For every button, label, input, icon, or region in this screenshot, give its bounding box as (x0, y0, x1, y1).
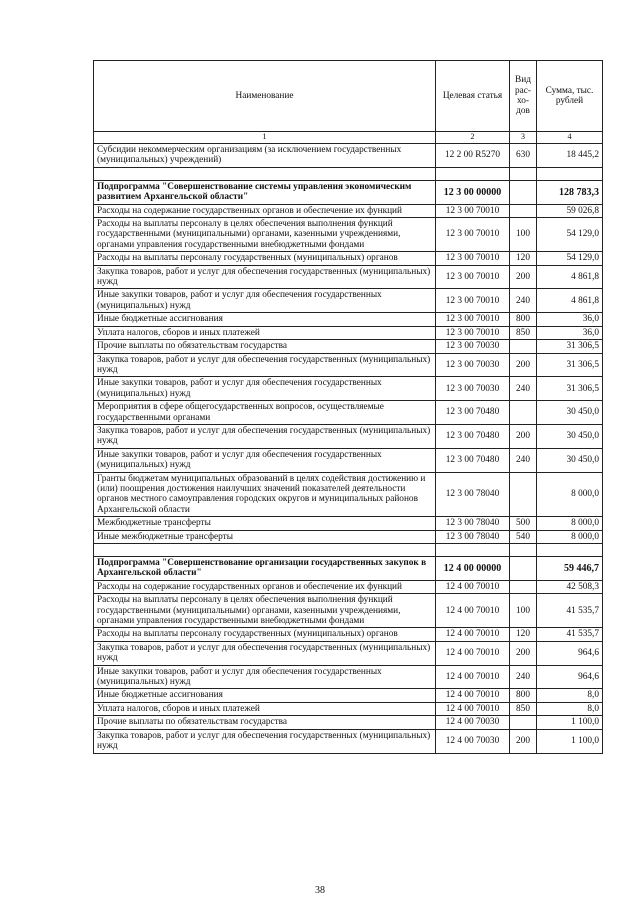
cell-expense-type: 850 (510, 702, 537, 715)
cell-sum: 8,0 (537, 702, 603, 715)
cell-expense-type: 120 (510, 628, 537, 641)
cell-name: Прочие выплаты по обязательствам государства (94, 340, 436, 353)
cell-target-article: 12 3 00 70010 (436, 289, 510, 313)
cell-expense-type: 800 (510, 689, 537, 702)
cell-expense-type: 100 (510, 218, 537, 252)
table-header-row (94, 61, 603, 132)
cell-target-article: 12 4 00 70010 (436, 628, 510, 641)
table-row (94, 353, 603, 377)
table-row (94, 530, 603, 543)
spacer-cell (510, 167, 537, 180)
cell-expense-type (510, 557, 537, 581)
cell-target-article: 12 4 00 70010 (436, 665, 510, 689)
cell-expense-type (510, 204, 537, 217)
cell-target-article: 12 4 00 70010 (436, 580, 510, 593)
table-row (94, 594, 603, 628)
cell-sum: 964,6 (537, 641, 603, 665)
cell-target-article: 12 3 00 70010 (436, 252, 510, 265)
spacer-cell (537, 544, 603, 557)
cell-target-article: 12 3 00 70480 (436, 448, 510, 472)
cell-expense-type: 630 (510, 144, 537, 168)
cell-expense-type (510, 716, 537, 729)
cell-name: Расходы на содержание государственных органов и обеспечение их функций (94, 204, 436, 217)
cell-name: Иные бюджетные ассигнования (94, 689, 436, 702)
cell-sum: 59 446,7 (537, 557, 603, 581)
table-body (94, 144, 603, 754)
table-row (94, 326, 603, 339)
spacer-cell (94, 167, 436, 180)
table-row (94, 641, 603, 665)
cell-sum: 1 100,0 (537, 716, 603, 729)
cell-target-article: 12 3 00 78040 (436, 472, 510, 517)
cell-name: Мероприятия в сфере общегосударственных вопросов, осуществляемые государственными органами (94, 401, 436, 425)
table-row (94, 218, 603, 252)
cell-name: Субсидии некоммерческим организациям (за исключением государственных (муниципальных) учреждений) (94, 144, 436, 168)
cell-target-article: 12 3 00 00000 (436, 180, 510, 204)
spacer-cell (436, 544, 510, 557)
cell-target-article: 12 3 00 70010 (436, 313, 510, 326)
cell-name: Иные закупки товаров, работ и услуг для обеспечения государственных (муниципальных) нужд (94, 377, 436, 401)
header-name: Наименование (94, 61, 436, 132)
cell-sum: 59 026,8 (537, 204, 603, 217)
table-row (94, 517, 603, 530)
cell-sum: 41 535,7 (537, 594, 603, 628)
table-row (94, 729, 603, 753)
spacer-row (94, 544, 603, 557)
cell-expense-type: 540 (510, 530, 537, 543)
cell-sum: 31 306,5 (537, 340, 603, 353)
cell-target-article: 12 3 00 70030 (436, 340, 510, 353)
cell-sum: 54 129,0 (537, 218, 603, 252)
table-row (94, 313, 603, 326)
table-row (94, 204, 603, 217)
cell-name: Уплата налогов, сборов и иных платежей (94, 702, 436, 715)
cell-name: Расходы на выплаты персоналу в целях обеспечения выполнения функций государственными (муниципальными) органами, казенными учреждениями, органами управления государственными внебюджетными фондами (94, 218, 436, 252)
cell-target-article: 12 3 00 70010 (436, 265, 510, 289)
cell-target-article: 12 4 00 70030 (436, 729, 510, 753)
cell-name: Подпрограмма "Совершенствование системы управления экономическим развитием Архангельской области" (94, 180, 436, 204)
cell-expense-type: 100 (510, 594, 537, 628)
column-number-1: 1 (94, 132, 436, 144)
cell-sum: 18 445,2 (537, 144, 603, 168)
cell-expense-type: 200 (510, 265, 537, 289)
cell-expense-type: 500 (510, 517, 537, 530)
table-row (94, 377, 603, 401)
cell-sum: 36,0 (537, 313, 603, 326)
cell-target-article: 12 3 00 70480 (436, 401, 510, 425)
cell-name: Расходы на выплаты персоналу государственных (муниципальных) органов (94, 252, 436, 265)
spacer-cell (537, 167, 603, 180)
cell-target-article: 12 2 00 R5270 (436, 144, 510, 168)
table-row (94, 340, 603, 353)
spacer-cell (94, 544, 436, 557)
cell-name: Расходы на выплаты персоналу в целях обеспечения выполнения функций государственными (муниципальными) органами, казенными учреждениями, органами управления государственными внебюджетными фондами (94, 594, 436, 628)
cell-sum: 31 306,5 (537, 353, 603, 377)
cell-target-article: 12 4 00 70010 (436, 702, 510, 715)
cell-sum: 54 129,0 (537, 252, 603, 265)
cell-sum: 8,0 (537, 689, 603, 702)
cell-expense-type: 200 (510, 729, 537, 753)
cell-target-article: 12 3 00 70030 (436, 377, 510, 401)
cell-name: Иные закупки товаров, работ и услуг для обеспечения государственных (муниципальных) нужд (94, 665, 436, 689)
table-row (94, 448, 603, 472)
budget-table (93, 60, 603, 754)
column-number-4: 4 (537, 132, 603, 144)
cell-sum: 1 100,0 (537, 729, 603, 753)
cell-expense-type: 240 (510, 665, 537, 689)
cell-target-article: 12 3 00 70480 (436, 424, 510, 448)
header-target-article: Целевая статья (436, 61, 510, 132)
cell-expense-type: 200 (510, 424, 537, 448)
cell-sum: 31 306,5 (537, 377, 603, 401)
page-number: 38 (315, 885, 325, 896)
column-number-2: 2 (436, 132, 510, 144)
table-row (94, 702, 603, 715)
cell-name: Подпрограмма "Совершенствование организации государственных закупок в Архангельской области" (94, 557, 436, 581)
cell-name: Уплата налогов, сборов и иных платежей (94, 326, 436, 339)
subprogram-row (94, 557, 603, 581)
cell-sum: 8 000,0 (537, 472, 603, 517)
table-row (94, 580, 603, 593)
cell-sum: 36,0 (537, 326, 603, 339)
cell-expense-type (510, 401, 537, 425)
cell-sum: 42 508,3 (537, 580, 603, 593)
cell-sum: 8 000,0 (537, 517, 603, 530)
cell-target-article: 12 4 00 70010 (436, 641, 510, 665)
cell-target-article: 12 4 00 00000 (436, 557, 510, 581)
cell-target-article: 12 3 00 70010 (436, 204, 510, 217)
cell-sum: 128 783,3 (537, 180, 603, 204)
cell-name: Иные межбюджетные трансферты (94, 530, 436, 543)
cell-name: Иные закупки товаров, работ и услуг для обеспечения государственных (муниципальных) нужд (94, 448, 436, 472)
spacer-row (94, 167, 603, 180)
cell-name: Закупка товаров, работ и услуг для обеспечения государственных (муниципальных) нужд (94, 424, 436, 448)
table-row (94, 252, 603, 265)
cell-expense-type: 200 (510, 641, 537, 665)
cell-name: Закупка товаров, работ и услуг для обеспечения государственных (муниципальных) нужд (94, 353, 436, 377)
table-row (94, 424, 603, 448)
spacer-cell (510, 544, 537, 557)
cell-name: Прочие выплаты по обязательствам государства (94, 716, 436, 729)
cell-sum: 4 861,8 (537, 289, 603, 313)
cell-target-article: 12 4 00 70010 (436, 594, 510, 628)
table-row (94, 628, 603, 641)
table-row (94, 265, 603, 289)
cell-expense-type: 800 (510, 313, 537, 326)
table-row (94, 401, 603, 425)
cell-sum: 30 450,0 (537, 424, 603, 448)
cell-name: Расходы на содержание государственных органов и обеспечение их функций (94, 580, 436, 593)
column-number-row (94, 132, 603, 144)
cell-sum: 30 450,0 (537, 401, 603, 425)
header-expense-type: Вид рас-хо-дов (510, 61, 537, 132)
cell-target-article: 12 3 00 70010 (436, 218, 510, 252)
cell-expense-type: 200 (510, 353, 537, 377)
cell-name: Закупка товаров, работ и услуг для обеспечения государственных (муниципальных) нужд (94, 729, 436, 753)
column-number-3: 3 (510, 132, 537, 144)
table-row (94, 689, 603, 702)
cell-expense-type (510, 340, 537, 353)
cell-sum: 30 450,0 (537, 448, 603, 472)
cell-name: Расходы на выплаты персоналу государственных (муниципальных) органов (94, 628, 436, 641)
cell-expense-type: 240 (510, 289, 537, 313)
table-row (94, 472, 603, 517)
cell-expense-type (510, 580, 537, 593)
cell-expense-type: 850 (510, 326, 537, 339)
cell-target-article: 12 3 00 70030 (436, 353, 510, 377)
cell-target-article: 12 4 00 70010 (436, 689, 510, 702)
cell-expense-type: 120 (510, 252, 537, 265)
cell-expense-type: 240 (510, 448, 537, 472)
table-row (94, 716, 603, 729)
cell-target-article: 12 3 00 70010 (436, 326, 510, 339)
cell-sum: 8 000,0 (537, 530, 603, 543)
subprogram-row (94, 180, 603, 204)
spacer-cell (436, 167, 510, 180)
table-row (94, 144, 603, 168)
cell-sum: 41 535,7 (537, 628, 603, 641)
cell-name: Гранты бюджетам муниципальных образований в целях содействия достижению и (или) поощрения достижения наилучших значений показателей деятельности органов местного самоуправления городских округов и муниципальных районов Архангельской области (94, 472, 436, 517)
cell-name: Межбюджетные трансферты (94, 517, 436, 530)
table-row (94, 665, 603, 689)
cell-target-article: 12 4 00 70030 (436, 716, 510, 729)
cell-sum: 4 861,8 (537, 265, 603, 289)
cell-target-article: 12 3 00 78040 (436, 530, 510, 543)
cell-sum: 964,6 (537, 665, 603, 689)
cell-expense-type: 240 (510, 377, 537, 401)
header-sum: Сумма, тыс. рублей (537, 61, 603, 132)
cell-expense-type (510, 472, 537, 517)
table-row (94, 289, 603, 313)
cell-expense-type (510, 180, 537, 204)
cell-name: Иные закупки товаров, работ и услуг для обеспечения государственных (муниципальных) нужд (94, 289, 436, 313)
cell-name: Закупка товаров, работ и услуг для обеспечения государственных (муниципальных) нужд (94, 265, 436, 289)
cell-name: Иные бюджетные ассигнования (94, 313, 436, 326)
cell-name: Закупка товаров, работ и услуг для обеспечения государственных (муниципальных) нужд (94, 641, 436, 665)
cell-target-article: 12 3 00 78040 (436, 517, 510, 530)
